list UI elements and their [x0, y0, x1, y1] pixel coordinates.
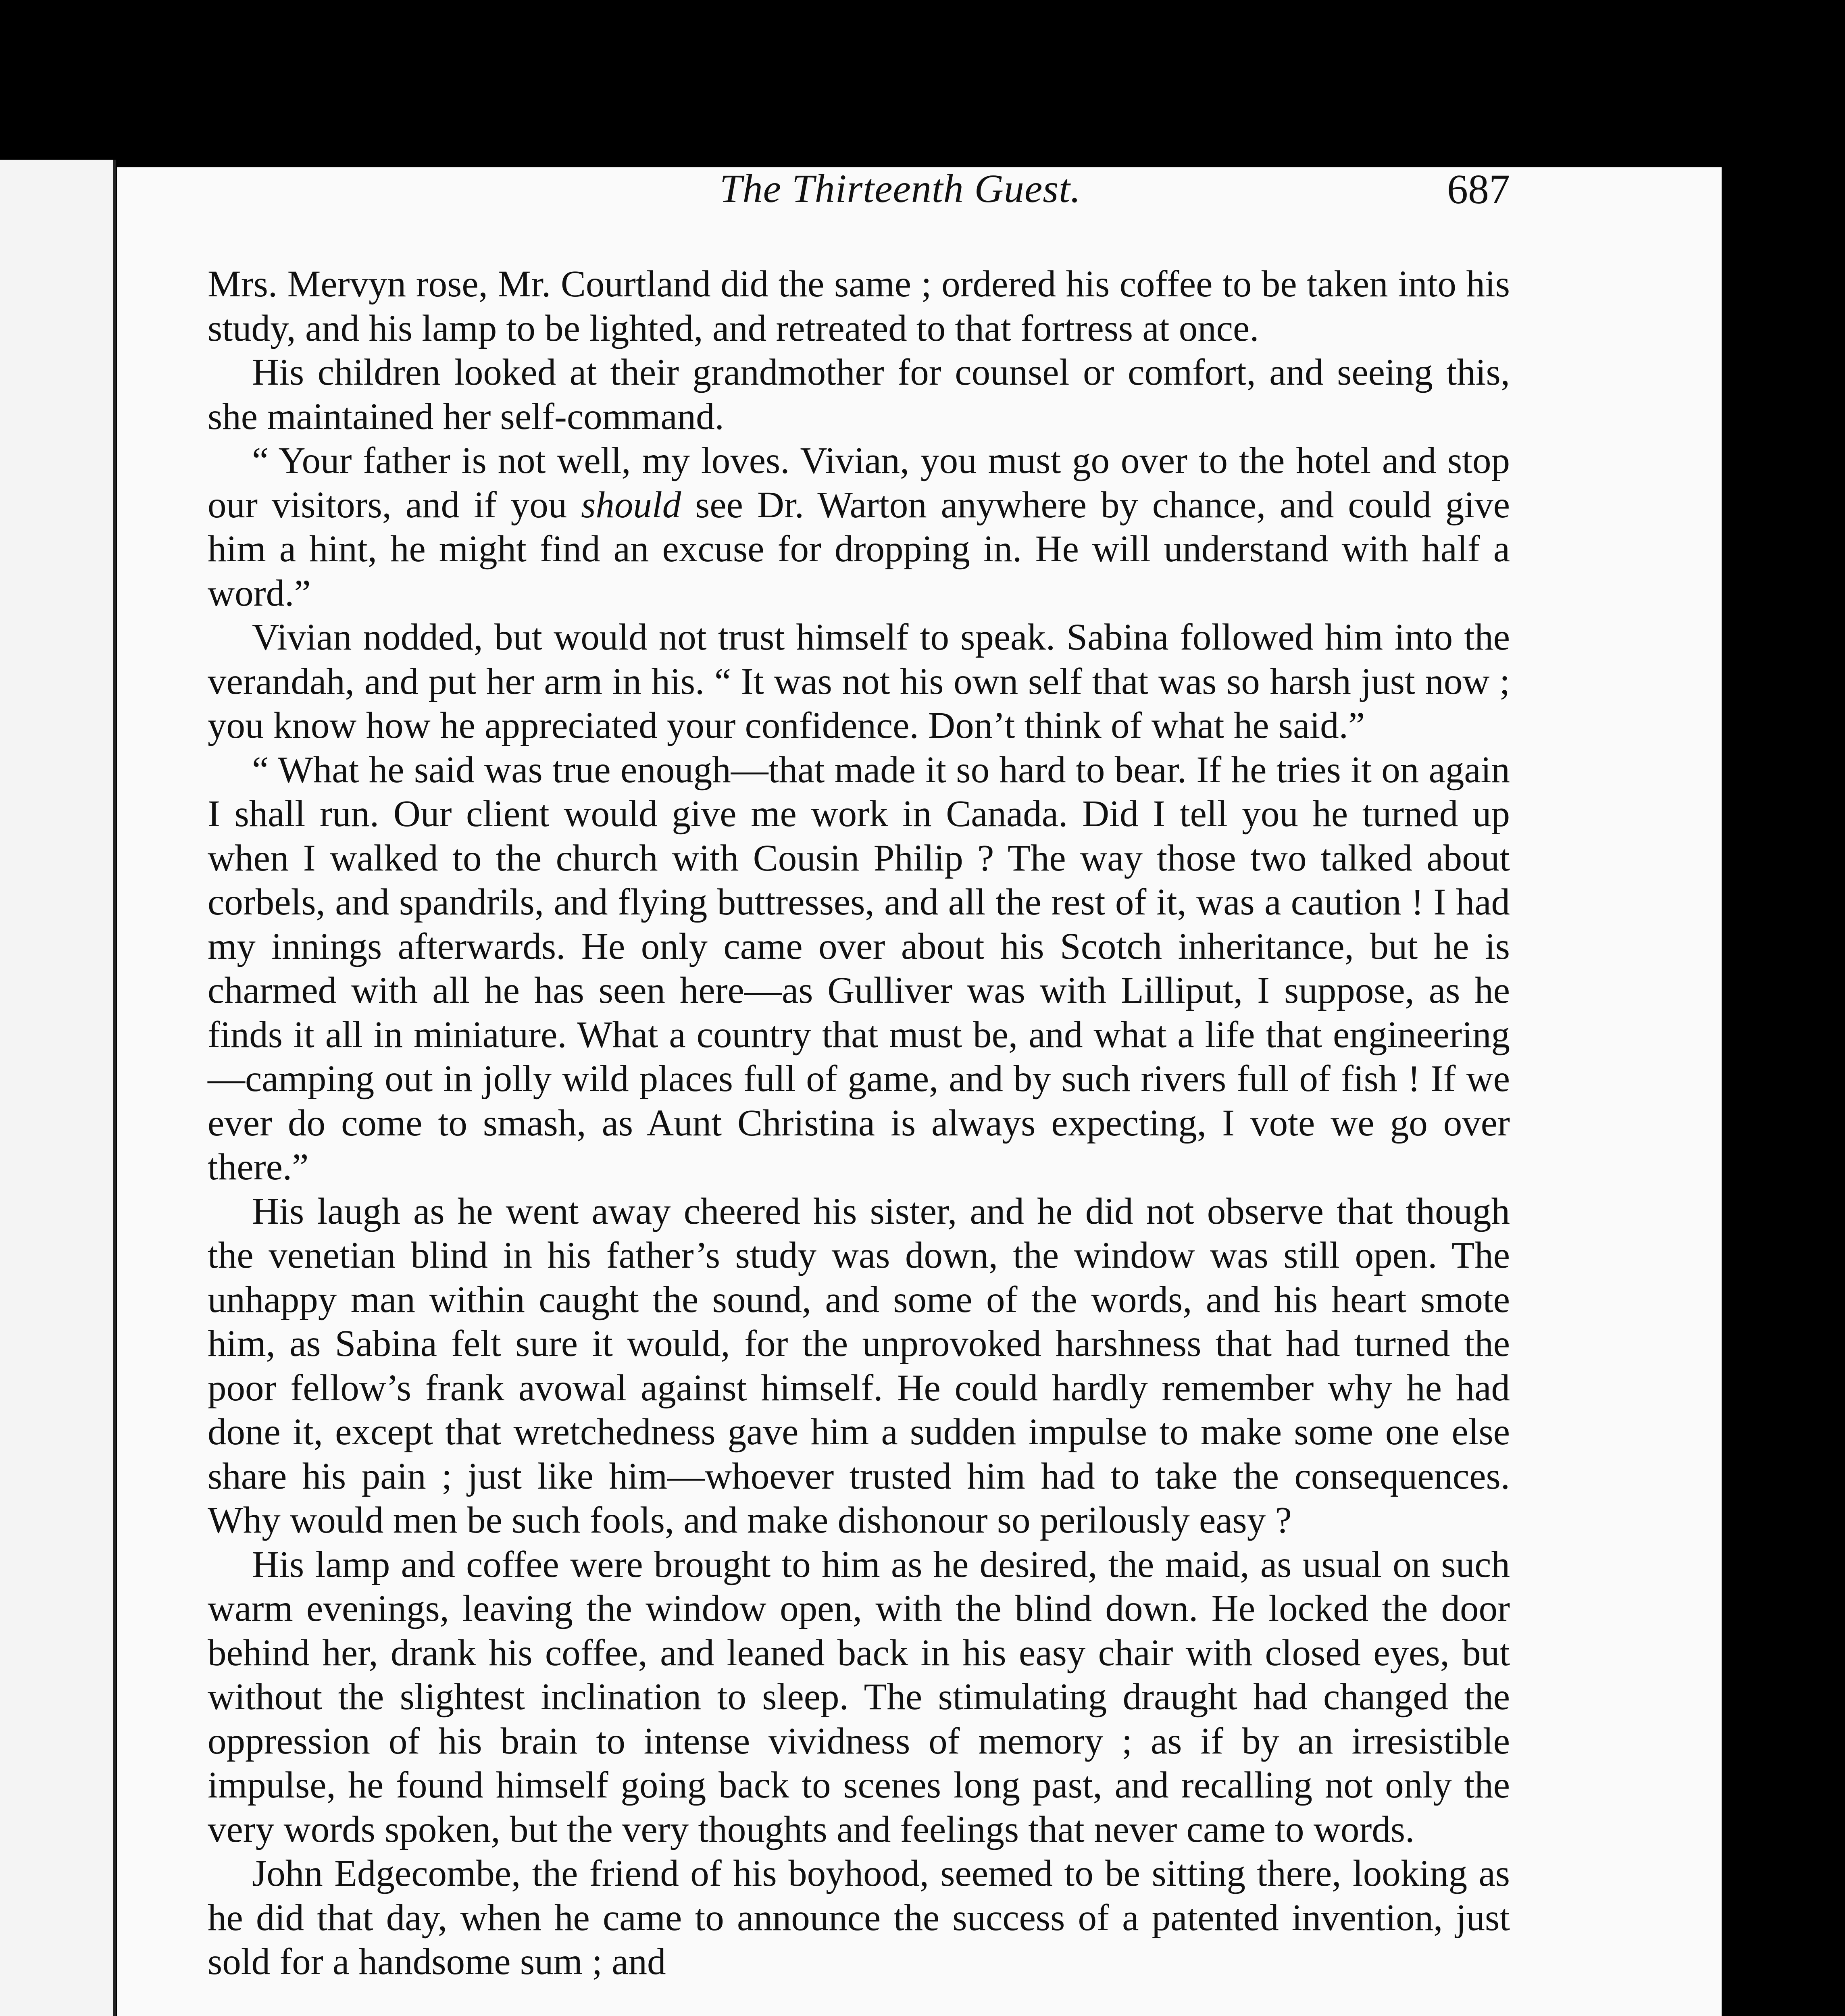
paragraph: His lamp and coffee were brought to him as he desired, the maid, as usual on such warm evenings, leaving the window open, with the blind down. He locked the door behind her, drank his coffee, and leaned back in his easy chair with closed eyes, but without the slightest inclination to sleep. The stimulating draught had changed the oppression of his brain to intense vividness of memory ; as if by an irresistible impulse, he found himself going back to scenes long past, and recalling not only the very words spoken, but the very thoughts and feelings that never came to words. — [208, 1543, 1510, 1850]
body-text — [208, 262, 1510, 1984]
paragraph: John Edgecombe, the friend of his boyhood, seemed to be sitting there, looking as he did that day, when he came to announce the success of a patented invention, just sold for a handsome sum ; and — [208, 1853, 1510, 1983]
paragraph — [208, 439, 1510, 615]
running-title: The Thirteenth Guest. — [720, 166, 1081, 211]
italic-word: should — [581, 484, 681, 526]
paragraph: His laugh as he went away cheered his sister, and he did not observe that though the venetian blind in his father’s study was down, the window was still open. The unhappy man within caught the sound, and some of the words, and his heart smote him, as Sabina felt sure it would, for the unprovoked harshness that had turned the poor fellow’s frank avowal against himself. He could hardly remember why he had done it, except that wretchedness gave him a sudden impulse to make some one else share his pain ; just like him—whoever trusted him had to take the consequences. Why would men be such fools, and make dishonour so perilously easy ? — [208, 1190, 1510, 1541]
paragraph: Vivian nodded, but would not trust himself to speak. Sabina followed him into the verandah, and put her arm in his. “ It was not his own self that was so harsh just now ; you know how he appreciated your confidence. Don’t think of what he said.” — [208, 616, 1510, 746]
paragraph-end: see Dr. Warton anywhere by chance, and could give him a hint, he might find an excuse for dropping in. He will understand with half a word.” — [208, 484, 1510, 614]
paragraph-start: “ Your father is not well, my loves. Vivian, you must go over to the hotel and stop our visitors, and if you — [208, 440, 1510, 526]
paragraph: “ What he said was true enough—that made it so hard to bear. If he tries it on again I shall run. Our client would give me work in Canada. Did I tell you he turned up when I walked to the church with Cousin Philip ? The way those two talked about corbels, and spandrils, and flying buttresses, and all the rest of it, was a caution ! I had my innings afterwards. He only came over about his Scotch inheritance, but he is charmed with all he has seen here—as Gulliver was with Lilliput, I suppose, as he finds it all in miniature. What a country that must be, and what a life that engineering—camping out in jolly wild places full of game, and by such rivers full of fish ! If we ever do come to smash, as Aunt Christina is always expecting, I vote we go over there.” — [208, 749, 1510, 1188]
paragraph: Mrs. Mervyn rose, Mr. Courtland did the same ; ordered his coffee to be taken into his study, and his lamp to be lighted, and retreated to that fortress at once. — [208, 263, 1510, 349]
facing-page-edge — [0, 160, 116, 2016]
page-number: 687 — [1447, 166, 1510, 212]
paragraph: His children looked at their grandmother for counsel or comfort, and seeing this, she maintained her self-command. — [208, 352, 1510, 437]
running-head — [212, 165, 1510, 230]
